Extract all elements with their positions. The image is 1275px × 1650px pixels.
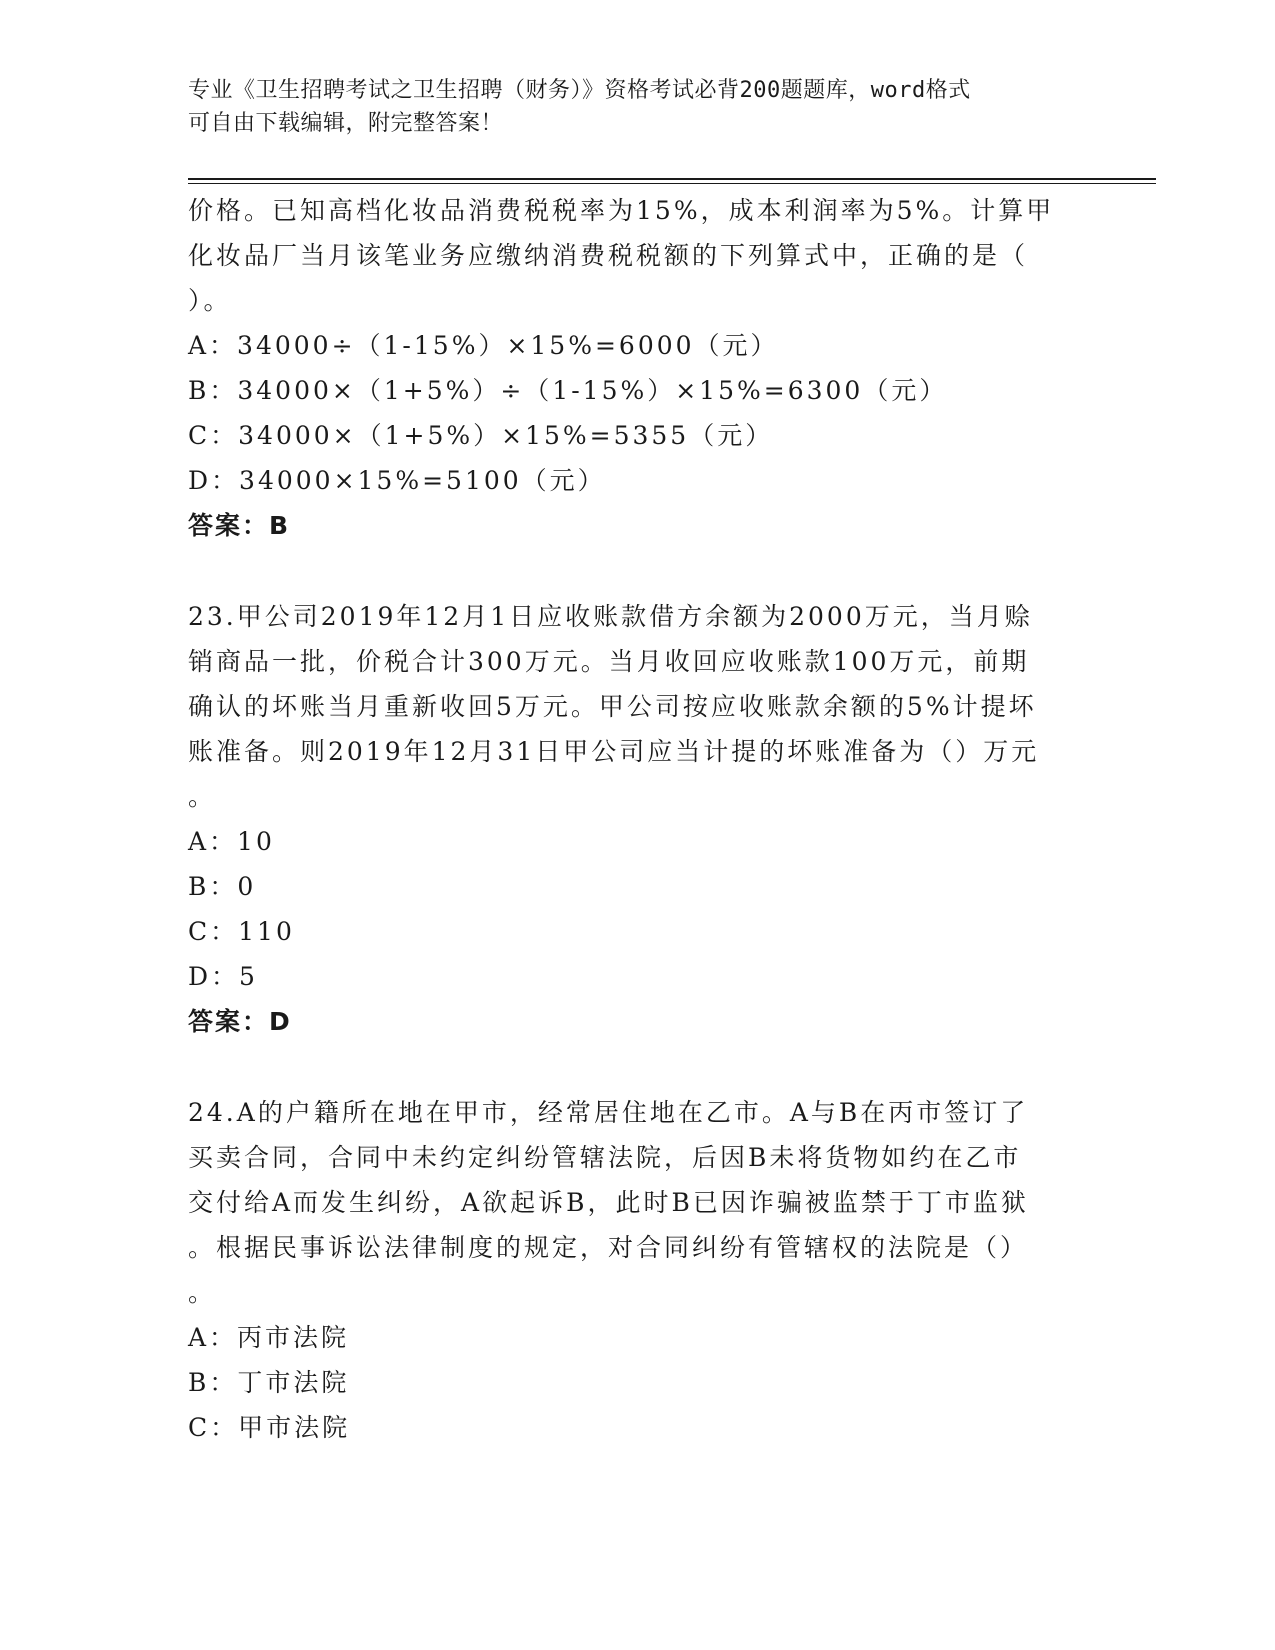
question-text-line: 24.A的户籍所在地在甲市，经常居住地在乙市。A与B在丙市签订了 <box>188 1098 1029 1127</box>
option-c: C：甲市法院 <box>188 1413 351 1442</box>
answer-label: 答案：D <box>188 1007 292 1036</box>
question-text-line: 。 <box>188 782 217 811</box>
answer-label: 答案：B <box>188 511 291 540</box>
option-d: D：34000×15%=5100（元） <box>188 466 606 495</box>
document-body <box>188 188 1088 1450</box>
option-a: A：10 <box>188 827 275 856</box>
question-text-line: 价格。已知高档化妆品消费税税率为15%，成本利润率为5%。计算甲 <box>188 196 1055 225</box>
question-text-line: 账准备。则2019年12月31日甲公司应当计提的坏账准备为（）万元 <box>188 737 1040 766</box>
question-text-line: 。根据民事诉讼法律制度的规定，对合同纠纷有管辖权的法院是（） <box>188 1233 1029 1262</box>
question-text-line: 。 <box>188 1278 217 1307</box>
question-text-line: 交付给A而发生纠纷，A欲起诉B，此时B已因诈骗被监禁于丁市监狱 <box>188 1188 1029 1217</box>
question-text-line: 确认的坏账当月重新收回5万元。甲公司按应收账款余额的5%计提坏 <box>188 692 1037 721</box>
question-text-line: 23.甲公司2019年12月1日应收账款借方余额为2000万元，当月赊 <box>188 602 1033 631</box>
header-rule-thin <box>188 183 1156 184</box>
question-22 <box>188 188 1088 548</box>
question-23 <box>188 594 1088 1044</box>
option-b: B：0 <box>188 872 257 901</box>
document-header <box>188 74 1068 140</box>
option-c: C：110 <box>188 917 295 946</box>
question-text-line: 销商品一批，价税合计300万元。当月收回应收账款100万元，前期 <box>188 647 1030 676</box>
spacer <box>188 1044 1088 1090</box>
option-b: B：34000×（1+5%）÷（1-15%）×15%=6300（元） <box>188 376 948 405</box>
spacer <box>188 548 1088 594</box>
option-b: B：丁市法院 <box>188 1368 350 1397</box>
option-a: A：34000÷（1-15%）×15%=6000（元） <box>188 331 779 360</box>
option-c: C：34000×（1+5%）×15%=5355（元） <box>188 421 774 450</box>
question-24 <box>188 1090 1088 1450</box>
header-line-1: 专业《卫生招聘考试之卫生招聘（财务）》资格考试必背200题题库，word格式 <box>188 78 971 103</box>
header-line-2: 可自由下载编辑，附完整答案！ <box>188 111 504 136</box>
question-text-line: ）。 <box>188 286 232 315</box>
question-text-line: 化妆品厂当月该笔业务应缴纳消费税税额的下列算式中，正确的是（ <box>188 241 1029 270</box>
option-a: A：丙市法院 <box>188 1323 350 1352</box>
option-d: D：5 <box>188 962 258 991</box>
question-text-line: 买卖合同，合同中未约定纠纷管辖法院，后因B未将货物如约在乙市 <box>188 1143 1022 1172</box>
header-rule-thick <box>188 178 1156 180</box>
